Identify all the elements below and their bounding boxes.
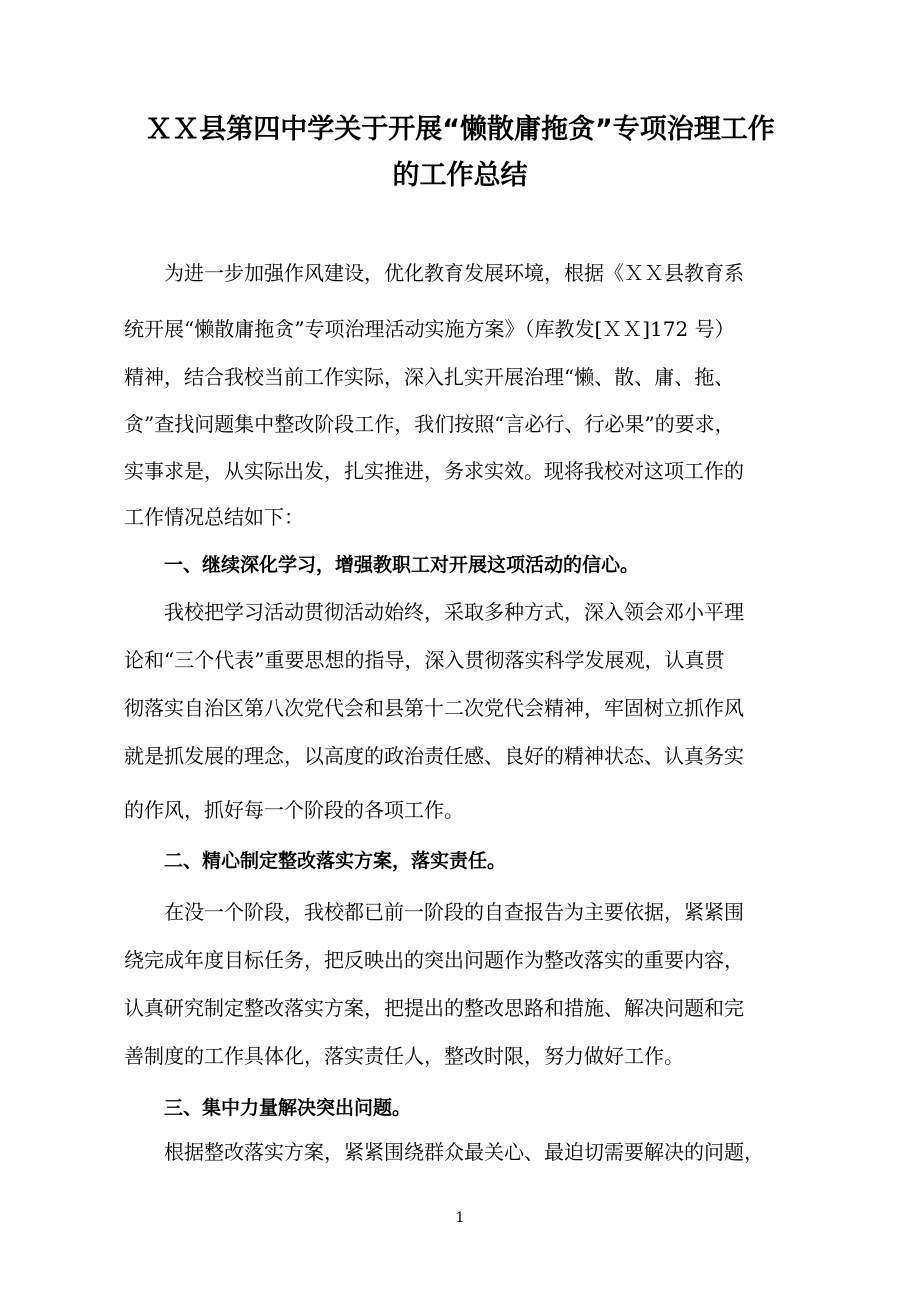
intro-line-2: 统开展“懒散庸拖贪”专项治理活动实施方案》（库教发[ＸＸ]172 号） bbox=[124, 317, 735, 341]
section-1-line-4: 就是抓发展的理念，以高度的政治责任感、良好的精神状态、认真务实 bbox=[124, 744, 744, 768]
section-1-heading: 一、继续深化学习，增强教职工对开展这项活动的信心。 bbox=[164, 554, 640, 576]
section-3-heading: 三、集中力量解决突出问题。 bbox=[164, 1097, 412, 1119]
intro-line-3: 精神，结合我校当前工作实际，深入扎实开展治理“懒、散、庸、拖、 bbox=[124, 365, 735, 389]
page-number: 1 bbox=[455, 1210, 465, 1226]
document-title-line-1: ＸＸ县第四中学关于开展“懒散庸拖贪”专项治理工作 bbox=[145, 114, 775, 145]
section-2-line-2: 绕完成年度目标任务，把反映出的突出问题作为整改落实的重要内容， bbox=[124, 948, 744, 972]
section-1-line-5: 的作风，抓好每一个阶段的各项工作。 bbox=[124, 798, 464, 822]
intro-line-1: 为进一步加强作风建设，优化教育发展环境，根据《ＸＸ县教育系 bbox=[164, 261, 744, 285]
section-2-line-1: 在没一个阶段，我校都已前一阶段的自查报告为主要依据，紧紧围 bbox=[164, 900, 744, 924]
section-2-line-3: 认真研究制定整改落实方案，把提出的整改思路和措施、解决问题和完 bbox=[124, 996, 744, 1020]
section-1-line-1: 我校把学习活动贯彻活动始终，采取多种方式，深入领会邓小平理 bbox=[164, 600, 744, 624]
document-title-line-2: 的工作总结 bbox=[392, 160, 528, 191]
section-1-line-3: 彻落实自治区第八次党代会和县第十二次党代会精神，牢固树立抓作风 bbox=[124, 696, 744, 720]
section-2-heading: 二、精心制定整改落实方案，落实责任。 bbox=[164, 850, 507, 872]
section-1-line-2: 论和“三个代表”重要思想的指导，深入贯彻落实科学发展观，认真贯 bbox=[124, 648, 725, 672]
section-3-line-1: 根据整改落实方案，紧紧围绕群众最关心、最迫切需要解决的问题， bbox=[164, 1140, 764, 1164]
intro-line-4: 贪”查找问题集中整改阶段工作，我们按照“言必行、行必果”的要求， bbox=[124, 412, 735, 436]
intro-line-6: 工作情况总结如下： bbox=[124, 505, 304, 529]
intro-line-5: 实事求是，从实际出发，扎实推进，务求实效。现将我校对这项工作的 bbox=[124, 459, 744, 483]
section-2-line-4: 善制度的工作具体化，落实责任人，整改时限，努力做好工作。 bbox=[124, 1044, 684, 1068]
